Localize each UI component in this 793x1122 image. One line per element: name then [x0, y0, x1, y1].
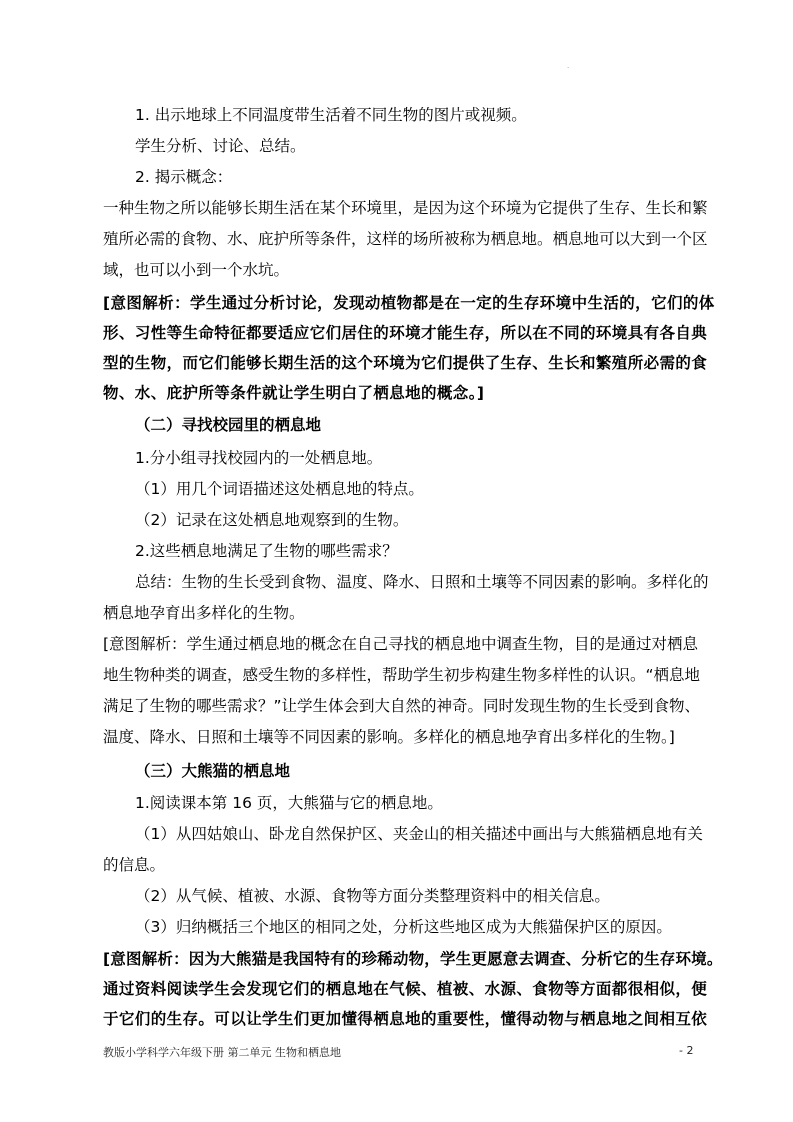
- intent-analysis-line: [意图解析：学生通过分析讨论，发现动植物都是在一定的生存环境中生活的，它们的体: [103, 294, 715, 312]
- intent-analysis-line: 满足了生物的哪些需求？”让学生体会到大自然的神奇。同时发现生物的生长受到食物、: [103, 697, 701, 715]
- student-discuss-line: 学生分析、讨论、总结。: [135, 137, 306, 155]
- intent-analysis-line: [意图解析：学生通过栖息地的概念在自己寻找的栖息地中调查生物，目的是通过对栖息: [103, 635, 699, 653]
- intent-analysis-line: 温度、降水、日照和土壤等不同因素的影响。多样化的栖息地孕育出多样化的生物。]: [103, 728, 675, 746]
- section-heading-3: （三）大熊猫的栖息地: [135, 762, 291, 780]
- intent-analysis-line: 于它们的生存。可以让学生们更加懂得栖息地的重要性，懂得动物与栖息地之间相互依: [103, 1010, 708, 1028]
- task-line: （2）从气候、植被、水源、食物等方面分类整理资料中的相关信息。: [135, 887, 610, 905]
- intent-analysis-line: [意图解析：因为大熊猫是我国特有的珍稀动物，学生更愿意去调查、分析它的生存环境。: [103, 950, 723, 968]
- summary-line: 栖息地孕育出多样化的生物。: [103, 604, 305, 622]
- task-line: 1.分小组寻找校园内的一处栖息地。: [135, 449, 383, 467]
- concept-text-line: 域，也可以小到一个水坑。: [103, 261, 290, 279]
- intent-analysis-line: 通过资料阅读学生会发现它们的栖息地在气候、植被、水源、食物等方面都很相似，便: [103, 980, 708, 998]
- intent-analysis-line: 地生物种类的调查，感受生物的多样性，帮助学生初步构建生物多样性的认识。“栖息地: [103, 666, 701, 684]
- concept-text-line: 殖所必需的食物、水、庇护所等条件，这样的场所被称为栖息地。栖息地可以大到一个区: [103, 230, 708, 248]
- section-heading-2: （二）寻找校园里的栖息地: [135, 416, 322, 434]
- task-line: （1）从四姑娘山、卧龙自然保护区、夹金山的相关描述中画出与大熊猫栖息地有关: [135, 825, 703, 843]
- task-line: 的信息。: [103, 856, 166, 874]
- page-number: - 2: [679, 1044, 694, 1057]
- footer-title: 教版小学科学六年级下册 第二单元 生物和栖息地: [103, 1046, 341, 1059]
- step-1-line: 1. 出示地球上不同温度带生活着不同生物的图片或视频。: [135, 106, 527, 124]
- task-line: 1.阅读课本第 16 页，大熊猫与它的栖息地。: [135, 794, 443, 812]
- summary-line: 总结：生物的生长受到食物、温度、降水、日照和土壤等不同因素的影响。多样化的: [135, 573, 709, 591]
- concept-text-line: 一种生物之所以能够长期生活在某个环境里，是因为这个环境为它提供了生存、生长和繁: [103, 199, 708, 217]
- intent-analysis-line: 物、水、庇护所等条件就让学生明白了栖息地的概念。]: [103, 384, 485, 402]
- task-line: （3）归纳概括三个地区的相同之处，分析这些地区成为大熊猫保护区的原因。: [135, 918, 672, 936]
- step-2-line: 2. 揭示概念：: [135, 168, 233, 186]
- page-mark: .: [567, 62, 570, 70]
- task-line: （1）用几个词语描述这处栖息地的特点。: [135, 480, 424, 498]
- intent-analysis-line: 型的生物，而它们能够长期生活的这个环境为它们提供了生存、生长和繁殖所必需的食: [103, 354, 708, 372]
- task-line: （2）记录在这处栖息地观察到的生物。: [135, 511, 409, 529]
- task-line: 2.这些栖息地满足了生物的哪些需求？: [135, 542, 398, 560]
- intent-analysis-line: 形、习性等生命特征都要适应它们居住的环境才能生存，所以在不同的环境具有各自典: [103, 324, 708, 342]
